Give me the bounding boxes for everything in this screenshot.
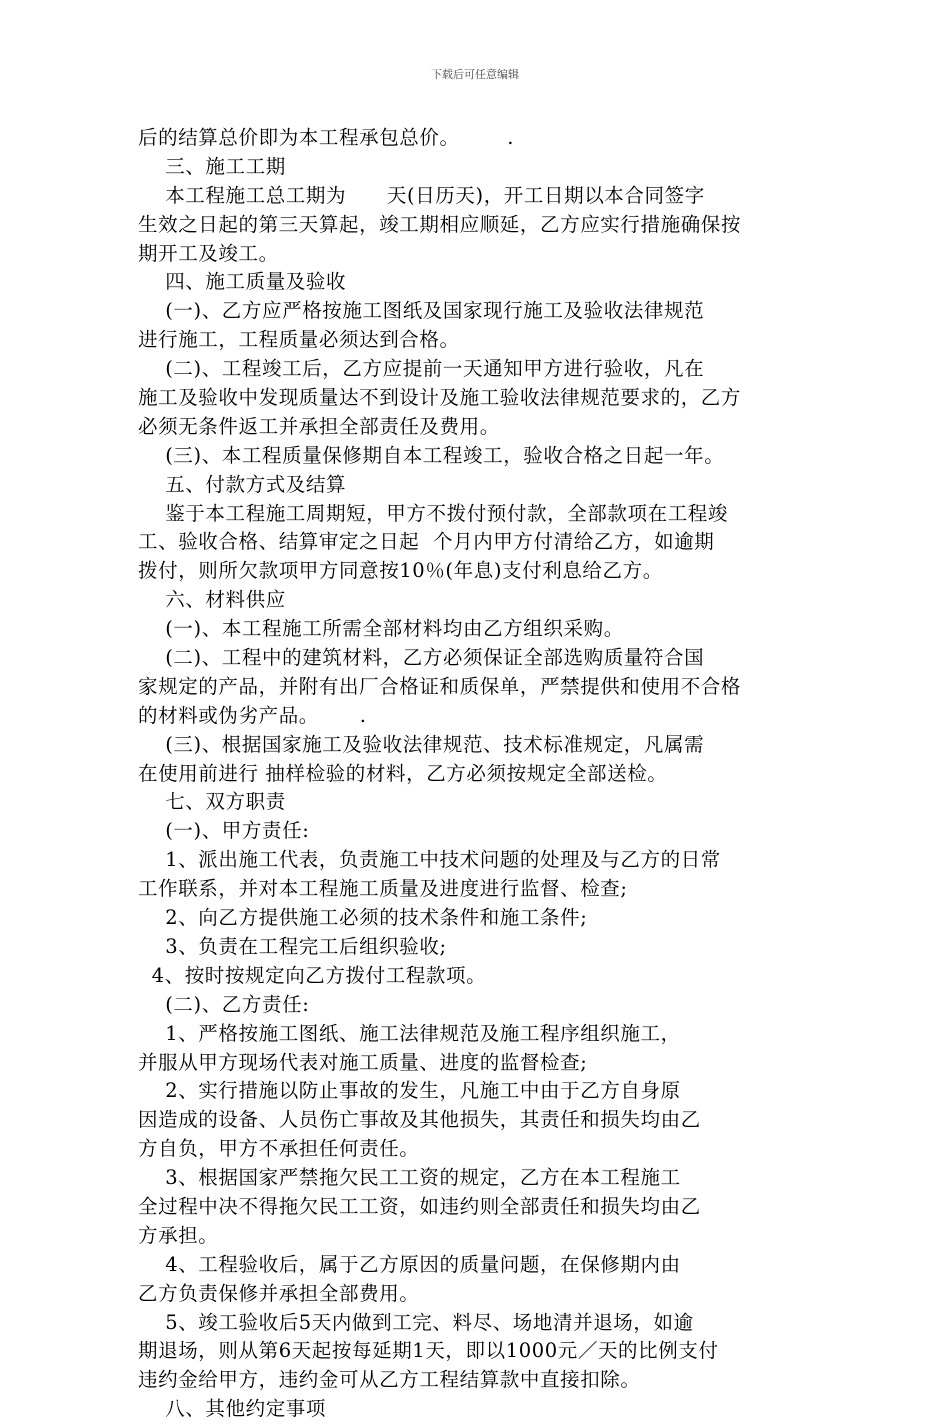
body-text-line: 三、施工工期 bbox=[138, 154, 286, 178]
body-text-line: 4、工程验收后，属于乙方原因的质量问题，在保修期内由 bbox=[138, 1252, 681, 1276]
body-text-line: (二)、工程中的建筑材料，乙方必须保证全部选购质量符合国 bbox=[138, 646, 705, 670]
body-text-line: 工作联系，并对本工程施工质量及进度进行监督、检查; bbox=[138, 877, 628, 901]
body-text-line: 期退场，则从第6天起按每延期1天，即以1000元／天的比例支付 bbox=[138, 1339, 719, 1363]
body-text-line: 1、严格按施工图纸、施工法律规范及施工程序组织施工， bbox=[138, 1021, 681, 1045]
body-text-line: 生效之日起的第三天算起，竣工期相应顺延，乙方应实行措施确保按 bbox=[138, 212, 742, 236]
body-text-line: 4、按时按规定向乙方拨付工程款项。 bbox=[138, 963, 487, 987]
body-text-line: 鉴于本工程施工周期短，甲方不拨付预付款，全部款项在工程竣 bbox=[138, 501, 728, 525]
body-text-line: 5、竣工验收后5天内做到工完、料尽、场地清并退场，如逾 bbox=[138, 1310, 694, 1334]
body-text-line: (三)、根据国家施工及验收法律规范、技术标准规定，凡属需 bbox=[138, 732, 705, 756]
document-body bbox=[138, 124, 818, 1424]
body-text-line: (一)、甲方责任: bbox=[138, 819, 310, 843]
body-text-line: (二)、乙方责任: bbox=[138, 992, 310, 1016]
body-text-line: 拨付，则所欠款项甲方同意按10％(年息)支付利息给乙方。 bbox=[138, 559, 663, 583]
body-text-line: 违约金给甲方，违约金可从乙方工程结算款中直接扣除。 bbox=[138, 1368, 641, 1392]
body-text-line: 乙方负责保修并承担全部费用。 bbox=[138, 1281, 420, 1305]
body-text-line: 方自负，甲方不承担任何责任。 bbox=[138, 1137, 420, 1161]
body-text-line: 3、根据国家严禁拖欠民工工资的规定，乙方在本工程施工 bbox=[138, 1166, 681, 1190]
body-text-line: 3、负责在工程完工后组织验收; bbox=[138, 934, 447, 958]
body-text-line: 期开工及竣工。 bbox=[138, 241, 279, 265]
body-text-line: 施工及验收中发现质量达不到设计及施工验收法律规范要求的，乙方 bbox=[138, 386, 742, 410]
body-text-line: 工、验收合格、结算审定之日起 个月内甲方付清给乙方，如逾期 bbox=[138, 530, 715, 554]
page-header: 下载后可任意编辑 bbox=[431, 68, 519, 81]
body-text-line: 2、实行措施以防止事故的发生，凡施工中由于乙方自身原 bbox=[138, 1079, 681, 1103]
body-text-line: (三)、本工程质量保修期自本工程竣工，验收合格之日起一年。 bbox=[138, 443, 725, 467]
body-text-line: 的材料或伪劣产品。 . bbox=[138, 703, 367, 727]
body-text-line: 在使用前进行 抽样检验的材料，乙方必须按规定全部送检。 bbox=[138, 761, 668, 785]
body-text-line: 七、双方职责 bbox=[138, 790, 286, 814]
body-text-line: 必须无条件返工并承担全部责任及费用。 bbox=[138, 414, 500, 438]
body-text-line: 并服从甲方现场代表对施工质量、进度的监督检查; bbox=[138, 1050, 588, 1074]
body-text-line: 全过程中决不得拖欠民工工资，如违约则全部责任和损失均由乙 bbox=[138, 1194, 701, 1218]
body-text-line: 后的结算总价即为本工程承包总价。 . bbox=[138, 126, 514, 149]
body-text-line: 家规定的产品，并附有出厂合格证和质保单，严禁提供和使用不合格 bbox=[138, 674, 742, 698]
body-text-line: 1、派出施工代表，负责施工中技术问题的处理及与乙方的日常 bbox=[138, 848, 721, 872]
body-text-line: 四、施工质量及验收 bbox=[138, 270, 347, 294]
body-text-line: 八、其他约定事项 bbox=[138, 1397, 326, 1421]
body-text-line: (一)、乙方应严格按施工图纸及国家现行施工及验收法律规范 bbox=[138, 299, 705, 323]
body-text-line: 因造成的设备、人员伤亡事故及其他损失，其责任和损失均由乙 bbox=[138, 1108, 701, 1132]
body-text-line: 进行施工，工程质量必须达到合格。 bbox=[138, 328, 460, 352]
body-text-line: 五、付款方式及结算 bbox=[138, 472, 347, 496]
body-text-line: (二)、工程竣工后，乙方应提前一天通知甲方进行验收，凡在 bbox=[138, 357, 705, 381]
body-text-line: 六、材料供应 bbox=[138, 588, 286, 612]
body-text-line: 2、向乙方提供施工必须的技术条件和施工条件; bbox=[138, 906, 588, 930]
body-text-line: (一)、本工程施工所需全部材料均由乙方组织采购。 bbox=[138, 617, 624, 641]
body-text-line: 本工程施工总工期为 天(日历天)，开工日期以本合同签字 bbox=[138, 183, 705, 207]
body-text-line: 方承担。 bbox=[138, 1223, 219, 1247]
